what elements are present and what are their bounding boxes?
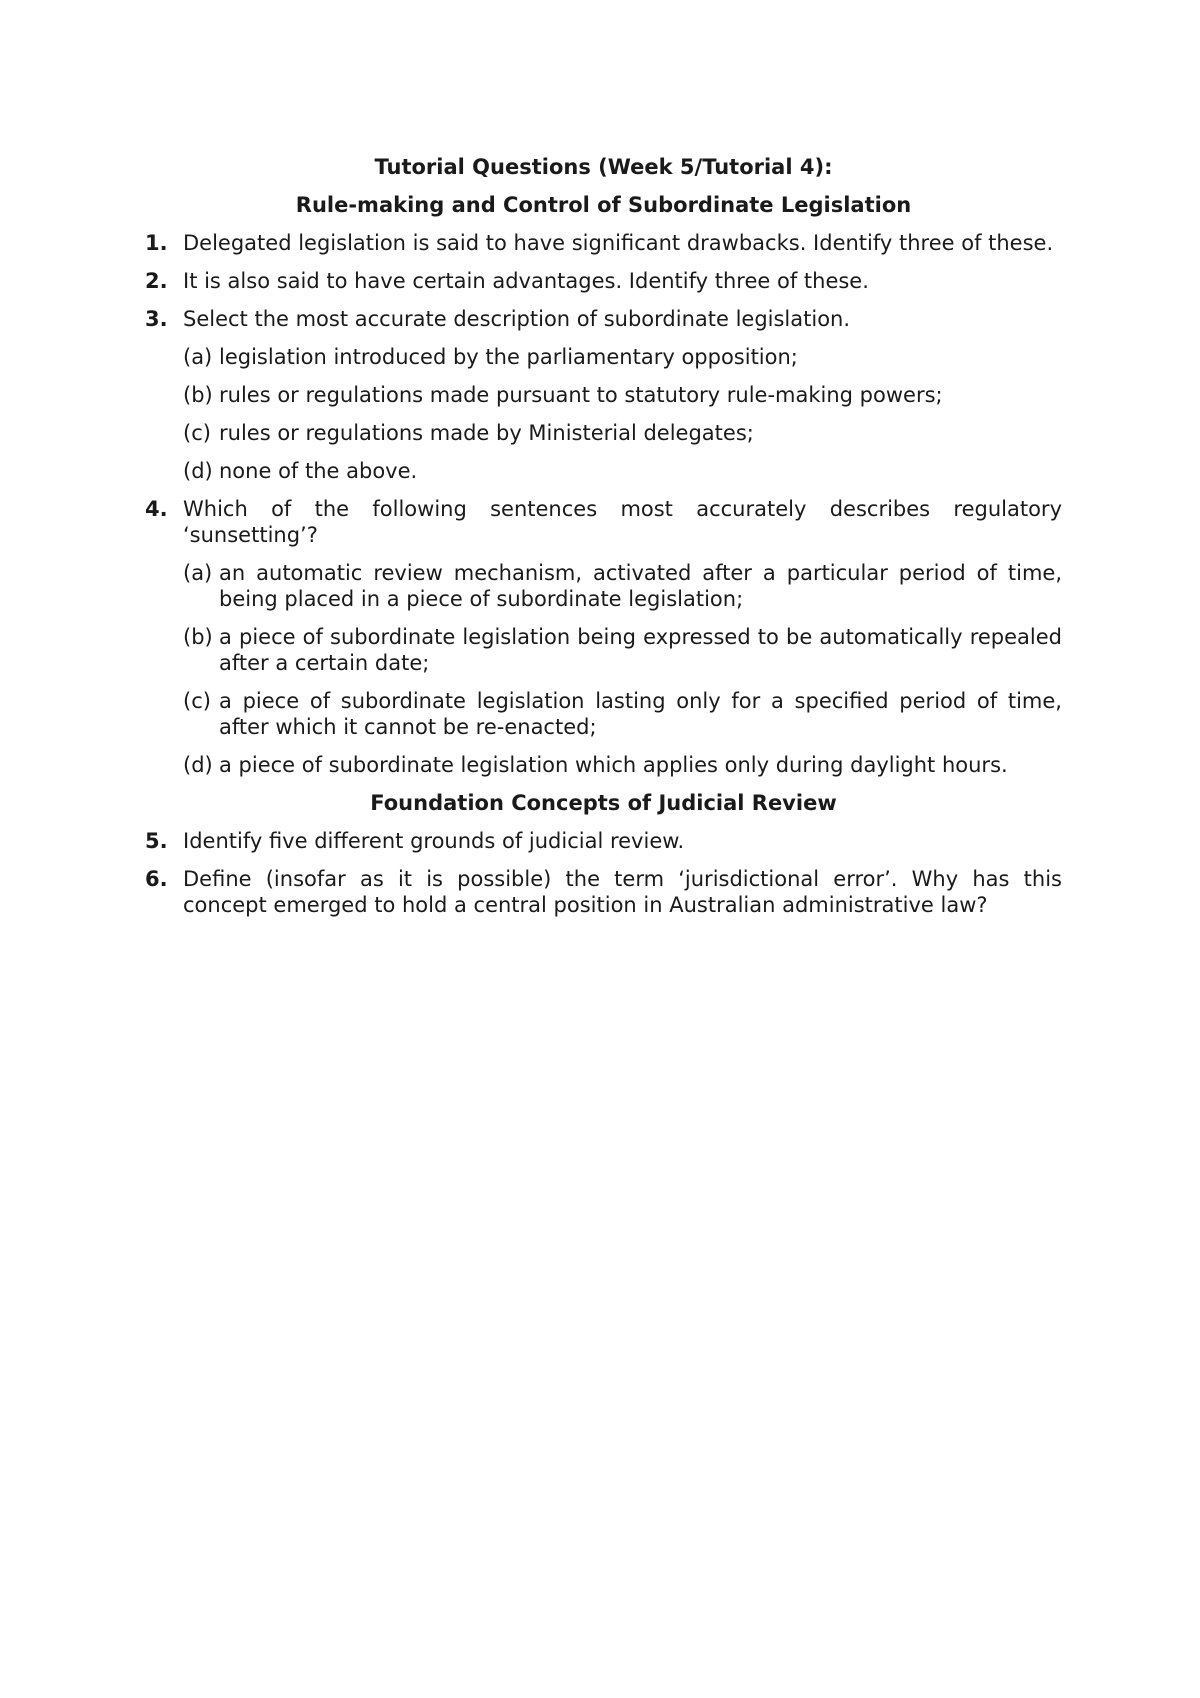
option-label: (d) <box>183 753 213 777</box>
option-text: rules or regulations made by Ministerial delegates; <box>219 421 754 445</box>
option-text: a piece of subordinate legislation being expressed to be automatically repealed after a certain date; <box>219 625 1062 675</box>
question-3-options <box>183 344 1062 484</box>
question-text: It is also said to have certain advantages. Identify three of these. <box>183 269 869 293</box>
question-number: 6. <box>145 867 168 891</box>
document-subtitle: Rule-making and Control of Subordinate Legislation <box>295 193 912 217</box>
option-item <box>183 688 1062 740</box>
option-item <box>183 560 1062 612</box>
option-label: (c) <box>183 689 211 713</box>
document-content <box>145 154 1062 930</box>
question-text: Define (insofar as it is possible) the term ‘jurisdictional error’. Why has this concept emerged to hold a central position in Australian administrative law? <box>183 867 1062 917</box>
option-item <box>183 420 1062 446</box>
option-item <box>183 624 1062 676</box>
option-label: (a) <box>183 345 213 369</box>
option-item <box>183 382 1062 408</box>
question-3 <box>145 306 1062 332</box>
question-4 <box>145 496 1062 548</box>
option-text: legislation introduced by the parliamentary opposition; <box>219 345 798 369</box>
option-label: (c) <box>183 421 211 445</box>
option-label: (b) <box>183 625 213 649</box>
option-text: a piece of subordinate legislation which applies only during daylight hours. <box>219 753 1008 777</box>
question-text: Identify five different grounds of judicial review. <box>183 829 685 853</box>
option-text: rules or regulations made pursuant to statutory rule-making powers; <box>219 383 943 407</box>
option-item <box>183 458 1062 484</box>
option-label: (d) <box>183 459 213 483</box>
option-text: none of the above. <box>219 459 418 483</box>
question-number: 1. <box>145 231 168 255</box>
option-item <box>183 344 1062 370</box>
question-text: Delegated legislation is said to have significant drawbacks. Identify three of these. <box>183 231 1054 255</box>
option-label: (a) <box>183 561 213 585</box>
option-label: (b) <box>183 383 213 407</box>
question-text: Select the most accurate description of subordinate legislation. <box>183 307 851 331</box>
option-text: a piece of subordinate legislation lasting only for a specified period of time, after which it cannot be re-enacted; <box>219 689 1062 739</box>
question-number: 4. <box>145 497 168 521</box>
question-1 <box>145 230 1062 256</box>
question-number: 3. <box>145 307 168 331</box>
option-text: an automatic review mechanism, activated after a particular period of time, being placed in a piece of subordinate legislation; <box>219 561 1062 611</box>
question-6 <box>145 866 1062 918</box>
question-2 <box>145 268 1062 294</box>
option-item <box>183 752 1062 778</box>
question-number: 5. <box>145 829 168 853</box>
question-4-options <box>183 560 1062 778</box>
question-5 <box>145 828 1062 854</box>
question-text: Which of the following sentences most accurately describes regulatory ‘sunsetting’? <box>183 497 1062 547</box>
section-heading: Foundation Concepts of Judicial Review <box>370 791 837 815</box>
question-number: 2. <box>145 269 168 293</box>
document-title: Tutorial Questions (Week 5/Tutorial 4): <box>374 155 833 179</box>
